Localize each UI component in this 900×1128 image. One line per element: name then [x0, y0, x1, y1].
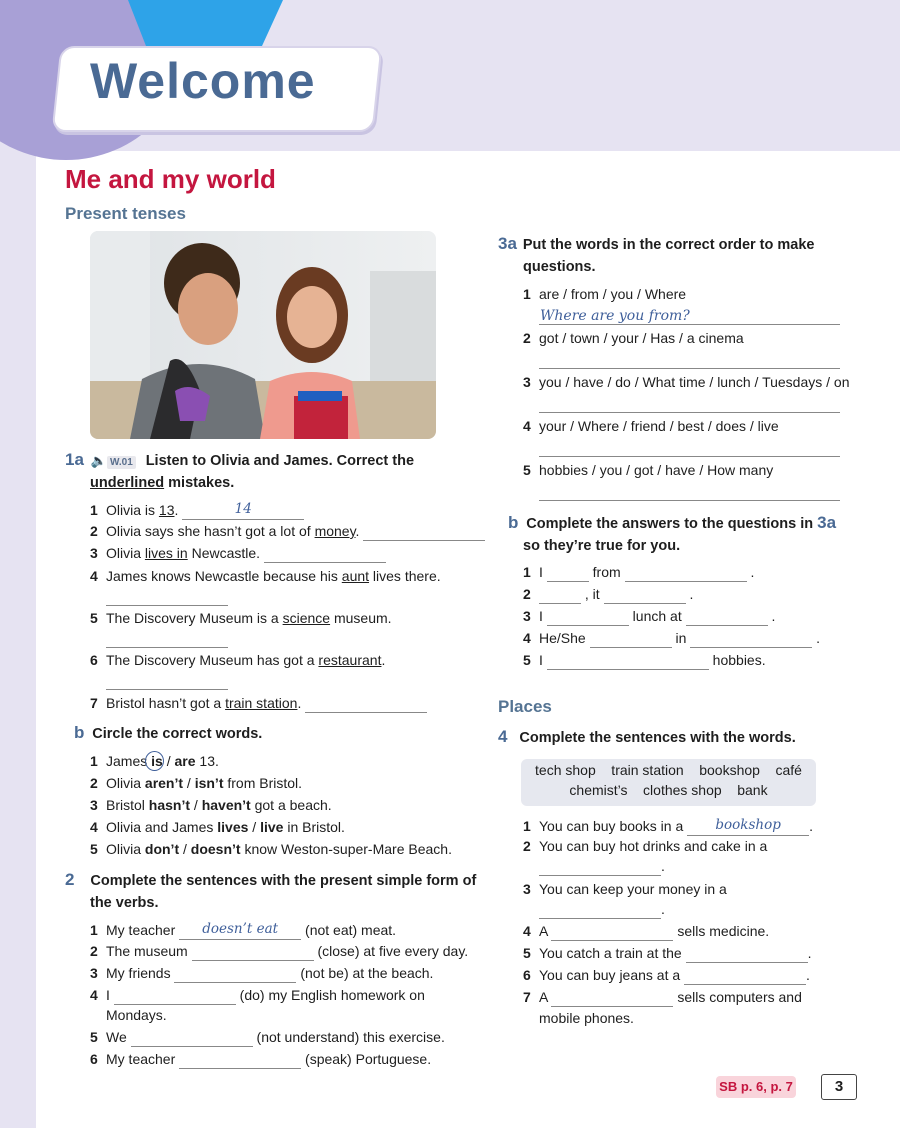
item-number: 1	[523, 564, 531, 580]
ex4-item	[523, 815, 813, 836]
text: James knows Newcastle because his	[106, 568, 342, 584]
answer-blank[interactable]	[264, 562, 386, 563]
ex4-answer-line	[539, 856, 665, 876]
text: sells medicine.	[673, 923, 770, 939]
ex3a-answer-line[interactable]: Where are you from?	[539, 306, 840, 325]
student-book-reference: SB p. 6, p. 7	[716, 1076, 796, 1098]
ex1a-instruction-2: underlined mistakes.	[90, 475, 235, 491]
text: .	[750, 564, 755, 580]
option-b[interactable]: doesn’t	[190, 841, 241, 857]
text: mobile phones.	[539, 1010, 634, 1026]
ex2-item	[90, 985, 425, 1005]
text: .	[771, 608, 776, 624]
ex4-item	[523, 879, 727, 899]
ex1b-item	[90, 817, 345, 837]
text: .	[807, 945, 812, 961]
text: You can buy jeans at a	[539, 967, 685, 983]
ex2-instruction-1: Complete the sentences with the present simple form of	[90, 873, 477, 889]
jumbled-words: are / from / you / Where	[539, 286, 687, 302]
option-a[interactable]: aren’t	[144, 775, 184, 791]
answer-blank[interactable]	[547, 625, 629, 626]
item-number: 3	[90, 965, 98, 981]
text: The Discovery Museum is a	[106, 610, 283, 626]
ex2-header	[65, 870, 476, 892]
ex4-number: 4	[498, 727, 508, 746]
ex3a-number: 3a	[498, 234, 517, 253]
answer-blank[interactable]	[106, 647, 228, 648]
underlined-word: aunt	[341, 568, 370, 584]
text: .	[806, 967, 810, 983]
item-number: 6	[523, 967, 531, 983]
answer-blank[interactable]	[305, 712, 427, 713]
word-box-row-2: chemist’s clothes shop bank	[569, 782, 768, 798]
ex1b-number: b	[74, 723, 85, 742]
ex3a-answer-line[interactable]	[539, 482, 840, 501]
text: He/She	[539, 630, 586, 646]
ex1a-item	[90, 693, 427, 713]
item-number: 6	[90, 652, 98, 668]
ex1a-answer-line	[106, 670, 228, 690]
separator: /	[190, 797, 202, 813]
ex1a-instruction-1: Listen to Olivia and James. Correct the	[145, 453, 415, 469]
text: The museum	[106, 943, 192, 959]
ex1a-item	[90, 543, 386, 563]
answer-blank[interactable]	[686, 625, 768, 626]
left-margin-strip	[0, 151, 36, 1128]
ex4-item	[523, 943, 811, 963]
text: Olivia	[106, 545, 145, 561]
answer-blank[interactable]	[686, 962, 808, 963]
ex3b-item	[523, 562, 754, 582]
text: I	[539, 608, 543, 624]
text: (not be) at the beach.	[296, 965, 434, 981]
text: (close) at five every day.	[313, 943, 469, 959]
text: Bristol hasn’t got a	[106, 695, 226, 711]
underlined-word: train station	[225, 695, 298, 711]
text: know Weston-super-Mare Beach.	[240, 841, 452, 857]
separator: /	[248, 819, 261, 835]
text: Newcastle.	[187, 545, 261, 561]
answer-blank[interactable]	[179, 1068, 301, 1069]
ex1b-item	[90, 773, 302, 793]
text: .	[661, 901, 665, 917]
item-number: 4	[90, 987, 98, 1003]
option-b[interactable]: live	[260, 819, 284, 835]
ex1b-instruction: Circle the correct words.	[92, 726, 263, 742]
text: .	[816, 630, 821, 646]
answer-blank[interactable]: doesn’t eat	[179, 919, 301, 940]
word-box-row-1: tech shop train station bookshop café	[535, 762, 802, 778]
jumbled-words: your / Where / friend / best / does / live	[539, 418, 779, 434]
item-number: 3	[90, 545, 98, 561]
underlined-word: science	[282, 610, 331, 626]
answer-blank[interactable]	[106, 605, 228, 606]
ex3a-item	[523, 416, 779, 436]
ex3b-header	[508, 513, 836, 535]
item-number: 5	[523, 652, 531, 668]
answer-blank[interactable]	[690, 647, 812, 648]
underlined-word: restaurant	[318, 652, 382, 668]
separator: /	[162, 753, 175, 769]
text: Bristol	[106, 797, 149, 813]
ex3a-answer-line[interactable]	[539, 350, 840, 369]
ex3a-answer-line[interactable]	[539, 438, 840, 457]
text: I	[106, 987, 114, 1003]
text: My friends	[106, 965, 175, 981]
item-number: 5	[523, 945, 531, 961]
item-number: 7	[523, 989, 531, 1005]
text: I	[539, 564, 543, 580]
text: from	[592, 564, 621, 580]
answer-blank[interactable]	[174, 982, 296, 983]
ex1a-item	[90, 566, 441, 586]
ex1b-item	[90, 839, 452, 859]
ex1a-answer-line	[106, 628, 228, 648]
answer-blank[interactable]	[551, 940, 673, 941]
ex3a-item	[523, 284, 686, 304]
text: The Discovery Museum has got a	[106, 652, 319, 668]
ex3b-item	[523, 650, 766, 670]
text: You can buy hot drinks and cake in a	[539, 838, 768, 854]
ex4-item	[523, 836, 767, 856]
ex3b-number: b	[508, 513, 519, 532]
answer-blank[interactable]	[625, 581, 747, 582]
answer-blank[interactable]	[604, 603, 686, 604]
text: You can buy books in a	[539, 818, 688, 834]
item-number: 2	[523, 586, 531, 602]
speaker-icon[interactable]: 🔈	[90, 453, 107, 468]
text: A	[539, 989, 552, 1005]
option-a[interactable]: is	[151, 753, 163, 769]
item-number: 2	[90, 523, 98, 539]
ex3b-reference: 3a	[817, 513, 837, 532]
photo-students	[90, 231, 436, 439]
text: (not understand) this exercise.	[252, 1029, 445, 1045]
ex4-item	[523, 987, 802, 1007]
ex2-item	[90, 963, 433, 983]
text: .	[355, 523, 360, 539]
ex1a-item	[90, 499, 304, 520]
text: Olivia says she hasn’t got a lot of	[106, 523, 315, 539]
item-number: 5	[523, 462, 531, 478]
ex2-item	[90, 919, 396, 940]
item-number: 2	[523, 838, 531, 854]
text: You can keep your money in a	[539, 881, 727, 897]
option-a[interactable]: hasn’t	[148, 797, 191, 813]
text: .	[297, 695, 302, 711]
subtitle-present-tenses: Present tenses	[65, 204, 186, 223]
text: You catch a train at the	[539, 945, 686, 961]
option-b[interactable]: haven’t	[201, 797, 251, 813]
text: (speak) Portuguese.	[301, 1051, 432, 1067]
page-title: Welcome	[90, 53, 316, 109]
page-number: 3	[821, 1074, 857, 1100]
ex4-header	[498, 727, 796, 749]
text: lives there.	[369, 568, 441, 584]
answer-blank[interactable]: 14	[182, 499, 304, 520]
answer-blank[interactable]	[539, 603, 581, 604]
text: sells computers and	[673, 989, 802, 1005]
ex1a-header	[65, 450, 414, 472]
ex3a-instruction-1: Put the words in the correct order to make	[522, 237, 815, 253]
item-number: 1	[90, 753, 98, 769]
item-number: 1	[523, 286, 531, 302]
ex4-item-continuation	[539, 1008, 634, 1028]
answer-blank[interactable]	[106, 689, 228, 690]
text: .	[689, 586, 694, 602]
text: museum.	[330, 610, 392, 626]
option-b[interactable]: are	[174, 753, 196, 769]
ex1a-item	[90, 521, 485, 541]
text: (do) my English homework on	[235, 987, 425, 1003]
separator: /	[183, 775, 195, 791]
option-a[interactable]: lives	[217, 819, 249, 835]
answer-blank[interactable]	[192, 960, 314, 961]
answer-blank[interactable]	[551, 1006, 673, 1007]
answer-blank[interactable]	[547, 581, 589, 582]
answer-blank[interactable]	[363, 540, 485, 541]
ex2-item-continuation	[106, 1005, 167, 1025]
text: James	[106, 753, 152, 769]
item-number: 4	[523, 630, 531, 646]
text: A	[539, 923, 552, 939]
ex3a-instruction-2: questions.	[523, 259, 596, 275]
item-number: 4	[90, 568, 98, 584]
ex4-answer-line	[539, 899, 665, 919]
jumbled-words: you / have / do / What time / lunch / Tuesdays / on	[539, 374, 850, 390]
text: .	[661, 858, 665, 874]
ex3a-item	[523, 328, 744, 348]
ex1a-item	[90, 608, 392, 628]
ex3a-item	[523, 372, 850, 392]
ex3b-instruction-2: so they’re true for you.	[523, 538, 681, 554]
ex3b-item	[523, 606, 775, 626]
jumbled-words: got / town / your / Has / a cinema	[539, 330, 744, 346]
text: My teacher	[106, 1051, 180, 1067]
option-b[interactable]: isn’t	[194, 775, 224, 791]
answer-blank[interactable]	[539, 918, 661, 919]
item-number: 3	[523, 608, 531, 624]
underlined-word: lives in	[144, 545, 188, 561]
ex2-instruction-2: the verbs.	[90, 895, 159, 911]
answer-blank[interactable]	[131, 1046, 253, 1047]
ex1b-header	[74, 723, 262, 745]
item-number: 3	[523, 881, 531, 897]
ex4-item	[523, 921, 769, 941]
text: Olivia	[106, 775, 145, 791]
answer-blank[interactable]	[547, 669, 709, 670]
text: Olivia	[106, 841, 145, 857]
ex3a-header	[498, 234, 814, 256]
ex1a-number: 1a	[65, 450, 84, 469]
item-number: 4	[90, 819, 98, 835]
text: (not eat) meat.	[301, 922, 397, 938]
separator: /	[179, 841, 191, 857]
item-number: 1	[523, 818, 531, 834]
item-number: 1	[90, 502, 98, 518]
text: We	[106, 1029, 131, 1045]
text: .	[174, 502, 179, 518]
item-number: 5	[90, 841, 98, 857]
text: in Bristol.	[283, 819, 345, 835]
ex2-item	[90, 941, 468, 961]
section-title: Me and my world	[65, 164, 276, 194]
text: .	[809, 818, 814, 834]
item-number: 2	[90, 775, 98, 791]
ex3a-item	[523, 460, 773, 480]
jumbled-words: hobbies / you / got / have / How many	[539, 462, 774, 478]
underlined-word: 13	[158, 502, 175, 518]
text: Mondays.	[106, 1007, 167, 1023]
ex1b-item	[90, 795, 332, 815]
answer-circle-mark	[145, 751, 164, 771]
ex4-instruction: Complete the sentences with the words.	[519, 730, 796, 746]
item-number: 6	[90, 1051, 98, 1067]
text: lunch at	[632, 608, 682, 624]
text: , it	[584, 586, 600, 602]
item-number: 3	[90, 797, 98, 813]
text: 13.	[195, 753, 219, 769]
item-number: 7	[90, 695, 98, 711]
text: got a beach.	[250, 797, 332, 813]
ex2-item	[90, 1049, 431, 1069]
ex2-number: 2	[65, 870, 75, 889]
answer-blank[interactable]	[539, 875, 661, 876]
ex3b-item	[523, 584, 693, 604]
answer-blank[interactable]	[684, 984, 806, 985]
item-number: 5	[90, 610, 98, 626]
answer-blank[interactable]	[590, 647, 672, 648]
ex4-item	[523, 965, 810, 985]
text: Olivia and James	[106, 819, 218, 835]
ex3a-answer-line[interactable]	[539, 394, 840, 413]
text: .	[381, 652, 386, 668]
item-number: 4	[523, 418, 531, 434]
item-number: 2	[523, 330, 531, 346]
text: I	[539, 652, 543, 668]
option-a[interactable]: don’t	[144, 841, 180, 857]
text: from Bristol.	[223, 775, 303, 791]
item-number: 5	[90, 1029, 98, 1045]
ex1a-answer-line	[106, 586, 228, 606]
ex2-item	[90, 1027, 445, 1047]
item-number: 4	[523, 923, 531, 939]
ex3b-item	[523, 628, 820, 648]
ex1a-item	[90, 650, 385, 670]
text: Olivia is	[106, 502, 159, 518]
text: in	[675, 630, 687, 646]
audio-track-tag[interactable]: W.01	[107, 456, 136, 469]
text: hobbies.	[712, 652, 766, 668]
item-number: 1	[90, 922, 98, 938]
text: My teacher	[106, 922, 180, 938]
subtitle-places: Places	[498, 697, 552, 716]
item-number: 3	[523, 374, 531, 390]
answer-blank[interactable]: bookshop	[687, 815, 809, 836]
underlined-word: money	[314, 523, 356, 539]
ex3b-instruction-1: Complete the answers to the questions in	[526, 516, 818, 532]
item-number: 2	[90, 943, 98, 959]
